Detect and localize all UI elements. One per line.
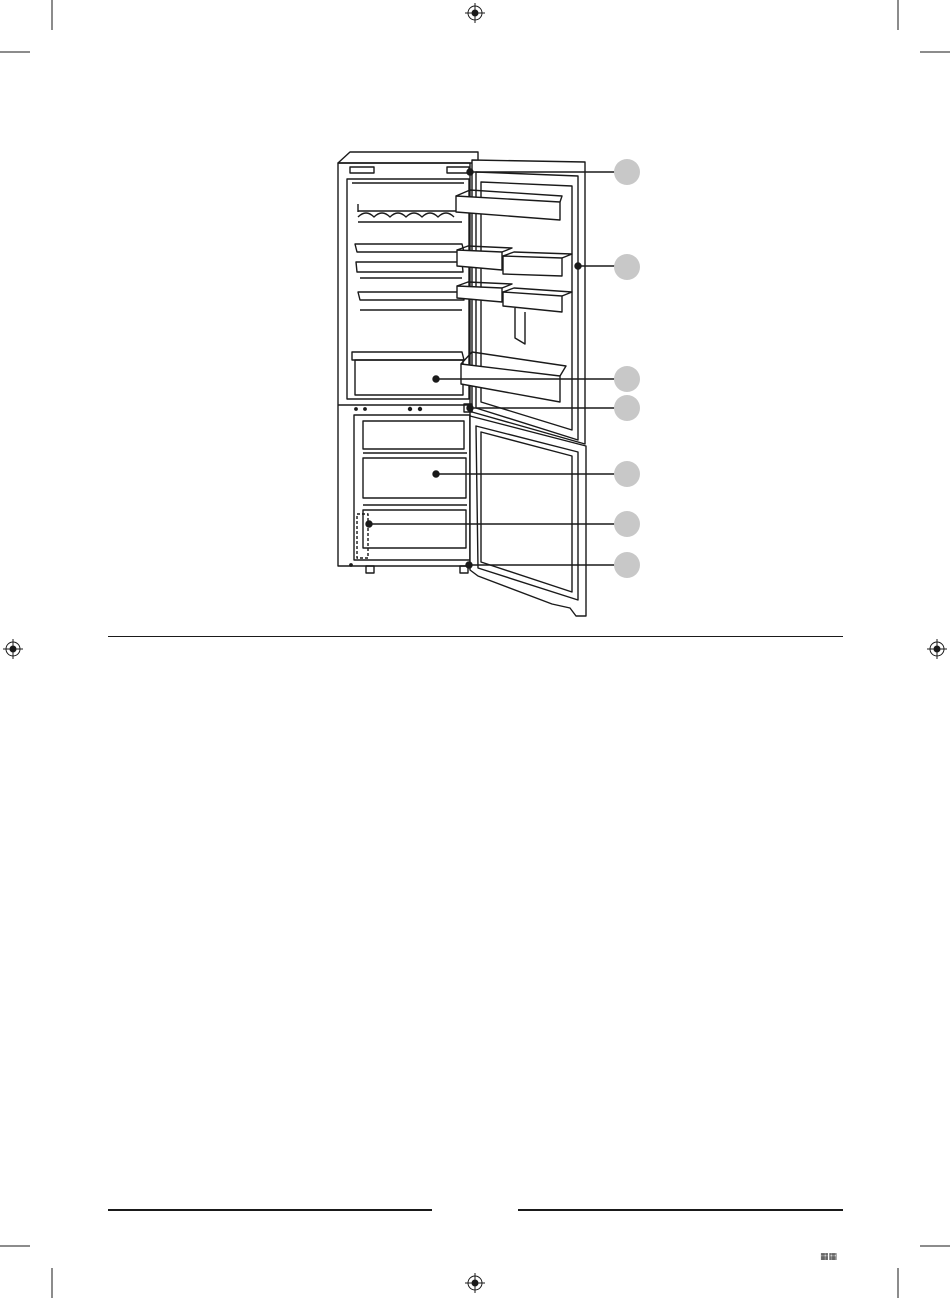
callout-7 xyxy=(614,552,640,578)
registration-mark-top xyxy=(465,3,485,23)
footer-rule-left xyxy=(108,1209,432,1211)
callout-3 xyxy=(614,366,640,392)
callout-6 xyxy=(614,511,640,537)
registration-mark-right xyxy=(927,639,947,659)
language-mark: ▦▦ xyxy=(820,1252,838,1262)
callout-2 xyxy=(614,254,640,280)
callout-5 xyxy=(614,461,640,487)
registration-mark-bottom xyxy=(465,1273,485,1293)
callout-leaders xyxy=(330,145,650,625)
registration-mark-left xyxy=(3,639,23,659)
callout-4 xyxy=(614,395,640,421)
section-divider xyxy=(108,636,843,637)
callout-1 xyxy=(614,159,640,185)
footer-rule-right xyxy=(518,1209,843,1211)
